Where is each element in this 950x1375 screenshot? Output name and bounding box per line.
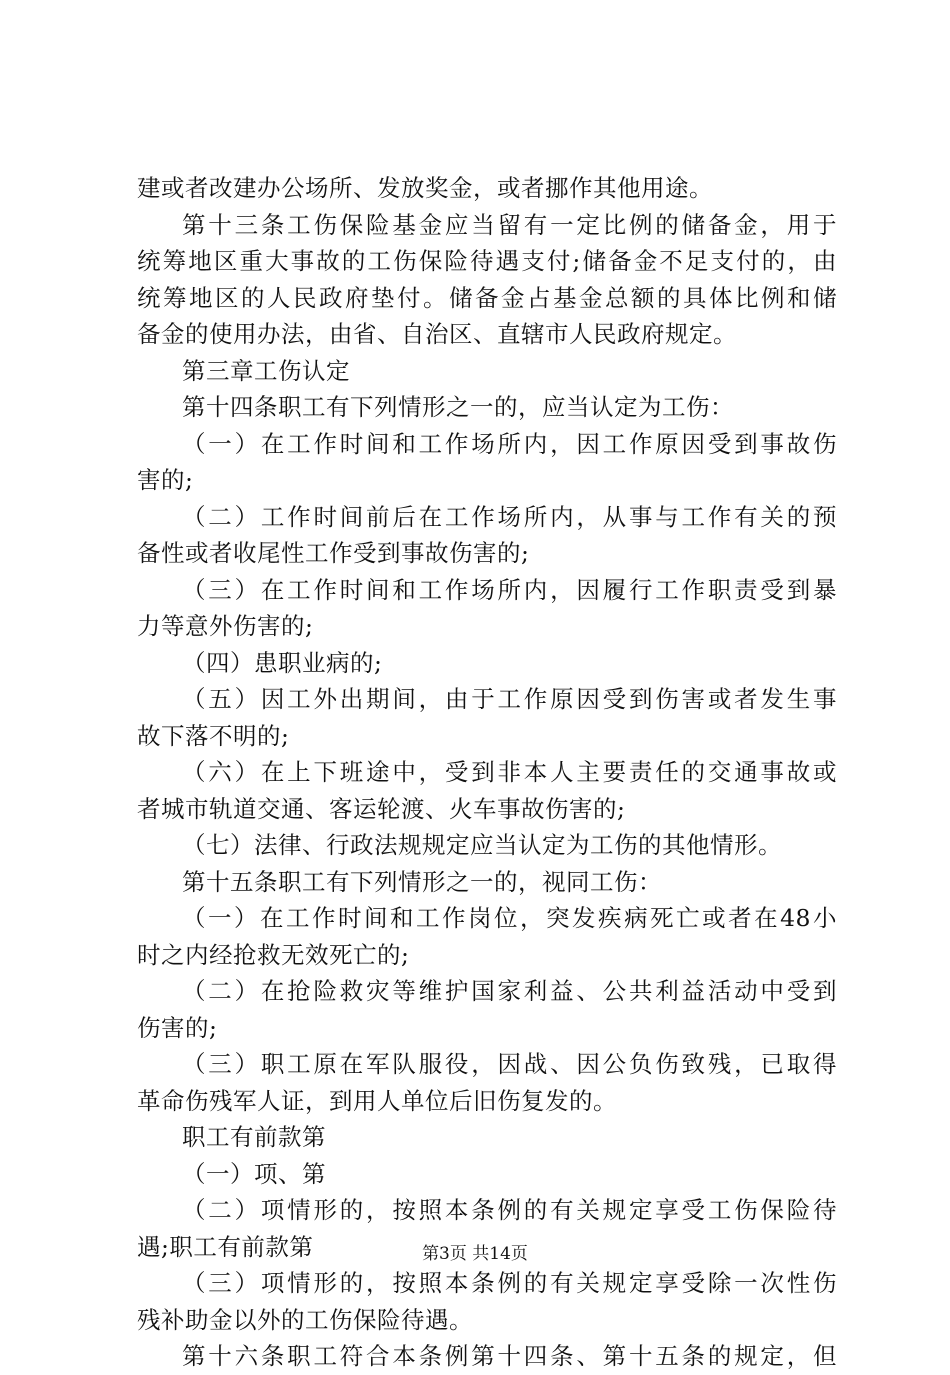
text-line: （五）因工外出期间，由于工作原因受到伤害或者发生事 xyxy=(182,685,837,713)
text-line: 第三章工伤认定 xyxy=(182,356,350,385)
text-line: 第十六条职工符合本条例第十四条、第十五条的规定，但 xyxy=(182,1342,837,1370)
text-line: （二）在抢险救灾等维护国家利益、公共利益活动中受到 xyxy=(182,977,837,1005)
text-line: 故下落不明的; xyxy=(137,721,290,750)
text-line: （二）工作时间前后在工作场所内，从事与工作有关的预 xyxy=(182,502,837,531)
text-line: 统筹地区的人民政府垫付。储备金占基金总额的具体比例和储 xyxy=(137,283,837,312)
text-line: 建或者改建办公场所、发放奖金，或者挪作其他用途。 xyxy=(137,174,713,202)
text-line: （一）在工作时间和工作场所内，因工作原因受到事故伤 xyxy=(182,429,837,458)
text-line: 统筹地区重大事故的工伤保险待遇支付;储备金不足支付的，由 xyxy=(137,247,837,275)
text-line: （二）项情形的，按照本条例的有关规定享受工伤保险待 xyxy=(182,1196,837,1224)
text-line: 职工有前款第 xyxy=(182,1123,326,1151)
text-line: （一）在工作时间和工作岗位，突发疾病死亡或者在48小 xyxy=(182,904,837,932)
text-line: 残补助金以外的工伤保险待遇。 xyxy=(137,1305,473,1334)
text-line: 第十三条工伤保险基金应当留有一定比例的储备金，用于 xyxy=(182,210,837,239)
text-line: 第十四条职工有下列情形之一的，应当认定为工伤： xyxy=(182,393,734,421)
text-line: 备金的使用办法，由省、自治区、直辖市人民政府规定。 xyxy=(137,320,737,348)
text-line: （三）项情形的，按照本条例的有关规定享受除一次性伤 xyxy=(182,1269,837,1297)
text-line: （三）在工作时间和工作场所内，因履行工作职责受到暴 xyxy=(182,575,837,604)
document-body xyxy=(137,170,837,1375)
text-line: 力等意外伤害的; xyxy=(137,612,314,640)
text-line: 备性或者收尾性工作受到事故伤害的; xyxy=(137,539,530,567)
text-line: （一）项、第 xyxy=(182,1159,326,1188)
text-line: 革命伤残军人证，到用人单位后旧伤复发的。 xyxy=(137,1086,617,1115)
text-line: （六）在上下班途中，受到非本人主要责任的交通事故或 xyxy=(182,758,837,786)
text-line: 者城市轨道交通、客运轮渡、火车事故伤害的; xyxy=(137,794,626,823)
text-line: （三）职工原在军队服役，因战、因公负伤致残，已取得 xyxy=(182,1050,837,1078)
text-line: （四）患职业病的; xyxy=(182,648,383,677)
text-line: 伤害的; xyxy=(137,1013,218,1042)
text-line: 遇;职工有前款第 xyxy=(137,1232,314,1261)
text-line: 害的; xyxy=(137,466,194,494)
text-line: 第十五条职工有下列情形之一的，视同工伤： xyxy=(182,867,662,896)
page-footer: 第3页 共14页 xyxy=(422,1244,528,1264)
text-line: 时之内经抢救无效死亡的; xyxy=(137,940,410,969)
text-line: （七）法律、行政法规规定应当认定为工伤的其他情形。 xyxy=(182,831,782,859)
